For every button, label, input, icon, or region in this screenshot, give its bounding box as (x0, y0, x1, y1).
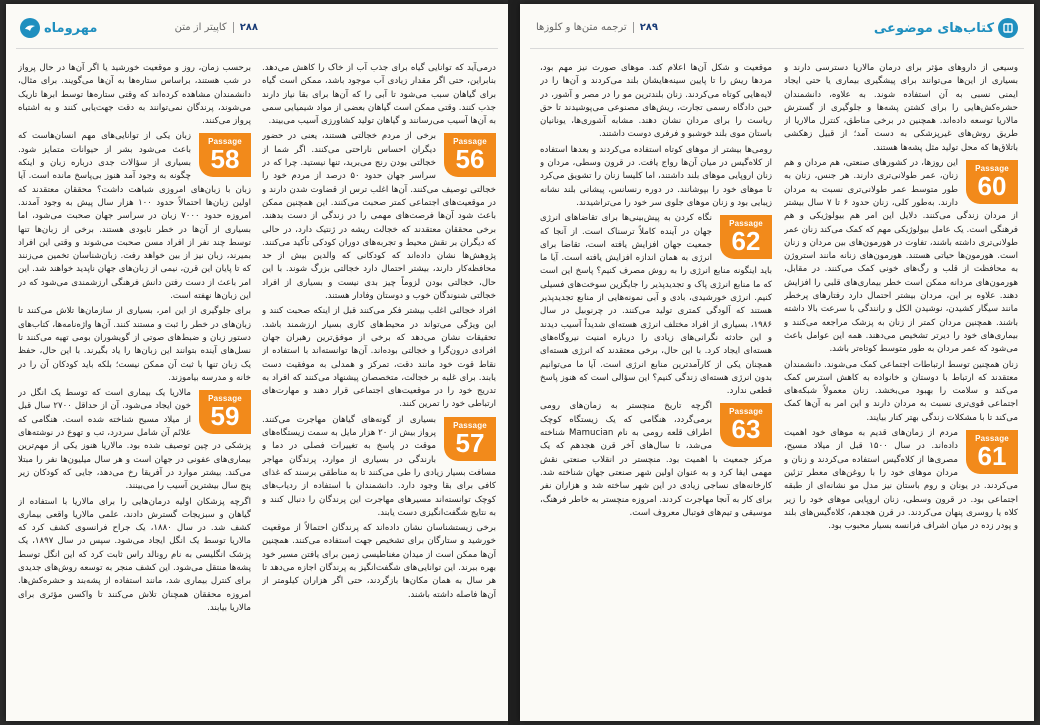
passage-badge-63 (720, 403, 772, 447)
header-rule (530, 48, 1024, 49)
passage-number: 61 (977, 441, 1007, 472)
paragraph: برخی زیستشناسان نشان داده‌اند که پرندگان احتمالاً از موقعیت خورشید و ستارگان برای تشخیص جهت استفاده می‌کنند. همچنین آن‌ها ممکن است از میدان مغناطیسی زمین برای یافتن مسیر خود بهره ببرند. این توانایی‌های شگفت‌انگیز به پرندگان اجازه می‌دهد تا هر سال به همان مکان‌ها بازگردند، حتی اگر هزاران کیلومتر از آن‌ها فاصله داشته باشند. (262, 523, 496, 600)
page-number: ۲۸۸ (239, 22, 258, 33)
passage-label: Passage (729, 407, 763, 417)
divider (633, 22, 634, 33)
page-number: ۲۸۹ (639, 22, 658, 33)
left-column-inner (262, 62, 496, 712)
right-page-header (520, 4, 1034, 50)
passage-number: 57 (455, 427, 485, 458)
divider (233, 22, 234, 33)
passage-label: Passage (975, 164, 1009, 174)
section-title: کاپیتر از متن (174, 22, 227, 33)
passage-badge-59 (199, 390, 251, 434)
logo-text: کتاب‌های موضوعی (873, 20, 994, 36)
passage-badge-58 (199, 133, 251, 177)
paragraph: وسیعی از داروهای مؤثر برای درمان مالاریا دسترسی دارند و بسیاری از این‌ها می‌توانند برای پیشگیری بیماری یا حتی ایجاد ایمنی نسبی به آن استفاده شوند. به علاوه، دانشمندان حشره‌کش‌هایی را برای کشتن پشه‌ها و جلوگیری از گسترش مالاریا توسعه داده‌اند. همچنین در برخی مناطق، کنترل مالاریا از طریق روش‌های غیرپزشکی به دست آمد؛ از قبیل زهکشی باتلاق‌ها که محل تولید مثل پشه‌ها هستند. (784, 63, 1018, 153)
passage-number: 58 (210, 144, 240, 175)
left-page-header (6, 4, 508, 50)
passage-label: Passage (729, 219, 763, 229)
passage-number: 56 (455, 144, 485, 175)
paragraph: زبان یکی از توانایی‌های مهم انسان‌هاست که باعث می‌شود بشر از حیوانات متمایز شود. بسیاری از سؤالات جدی درباره زبان و اینکه چگونه به وجود آمد هنوز بی‌پاسخ مانده است. آیا زبان با زبان‌های امروزی شباهت داشت؟ محققان معتقدند که اولین زبان‌ها احتمالاً حدود ۱۰۰ هزار سال پیش به وجود آمدند. امروزه حدود ۷۰۰۰ زبان در سراسر جهان صحبت می‌شود، اما بسیاری از آن‌ها در خطر نابودی هستند. برخی از زبان‌ها تنها توسط چند نفر از افراد مسن صحبت می‌شوند و وقتی این افراد بمیرند، زبان نیز از بین خواهد رفت. زبان‌شناسان تخمین می‌زنند که تا پایان این قرن، نیمی از زبان‌های جهان ناپدید خواهند شد. این امر باعث از دست رفتن دانش فرهنگی ارزشمندی می‌شود که در این زبان‌ها نهفته است. (18, 131, 251, 302)
paragraph: زنان همچنین توسط ارتباطات اجتماعی کمک می‌شوند. دانشمندان معتقدند که ارتباط با دوستان و خانواده به کاهش استرس کمک می‌کند و سلامت را بهبود می‌بخشد. زنان معمولاً شبکه‌های اجتماعی قوی‌تری نسبت به مردان دارند و این امر به آن‌ها کمک می‌کند تا با مشکلات زندگی بهتر کنار بیایند. (784, 359, 1018, 423)
right-column-outer (784, 62, 1018, 712)
paragraph: مردم از زمان‌های قدیم به موهای خود اهمیت داده‌اند. در سال ۱۵۰۰ قبل از میلاد مسیح، مصری‌ها از کلاه‌گیس استفاده می‌کردند و زنان و مردان موهای خود را با روغن‌های معطر تزئین می‌کردند. در یونان و روم باستان نیز مدل مو نشانه‌ای از طبقه اجتماعی بود. در قرون وسطی، زنان اروپایی موهای خود را زیر کلاه یا روسری پنهان می‌کردند. در قرن هجدهم، کلاه‌گیس‌های بلند و پودر زده در میان اشراف فرانسه بسیار محبوب بود. (784, 428, 1018, 532)
paragraph: برای جلوگیری از این امر، بسیاری از سازمان‌ها تلاش می‌کنند تا زبان‌های در خطر را ثبت و مستند کنند. آن‌ها واژه‌نامه‌ها، کتاب‌های دستور زبان و ضبط‌های صوتی از گویشوران بومی تهیه می‌کنند تا نسل‌های آینده بتوانند این زبان‌ها را یاد بگیرند. با این حال، حفظ یک زبان تنها با ثبت آن ممکن نیست؛ بلکه باید کودکان آن را در خانه و مدرسه بیاموزند. (18, 306, 251, 383)
passage-number: 60 (977, 171, 1007, 202)
paragraph: بسیاری از گونه‌های گیاهان مهاجرت می‌کنند. پرواز بیش از ۲۰ هزار مایل به سمت زیستگاه‌های موقت در پاسخ به تغییرات فصلی در دما و بارندگی در بسیاری از موارد، پرندگان مهاجر مسافت بسیار زیادی را طی می‌کنند تا به مناطقی برسند که غذای کافی برای بقا وجود دارد. دانشمندان با استفاده از ردیاب‌های کوچک توانسته‌اند مسیرهای مهاجرت این پرندگان را دنبال کنند و به نتایج شگفت‌انگیزی دست یابند. (262, 414, 496, 518)
paragraph: این روزها، در کشورهای صنعتی، هم مردان و هم زنان، عمر طولانی‌تری دارند. هر جنس، زنان به طور متوسط عمر طولانی‌تری نسبت به مردان دارند. به‌طور کلی، زنان حدود ۶ تا ۷ سال بیشتر از مردان زندگی می‌کنند. دلایل این امر هم بیولوژیکی و هم فرهنگی است. یک عامل بیولوژیکی مهم که کمک می‌کند زنان عمر طولانی‌تری داشته باشند، تفاوت در هورمون‌های بین مردان و زنان است. هورمون‌ها حیاتی هستند. هورمون‌های زنانه مانند استروژن به محافظت از قلب و رگ‌های خونی کمک می‌کنند. در مقابل، هورمون‌های مردانه ممکن است خطر بیماری‌های قلبی را افزایش دهند. علاوه بر این، مردان بیشتر احتمال دارد رفتارهای پرخطر مانند سیگار کشیدن، نوشیدن الکل و رانندگی با سرعت بالا داشته باشند. همچنین مردان کمتر از زنان به پزشک مراجعه می‌کنند و بیماری‌های خود را دیرتر تشخیص می‌دهند. همه این عوامل باعث می‌شود که عمر مردان به طور متوسط کوتاه‌تر باشد. (784, 158, 1018, 355)
paragraph: مالاریا یک بیماری است که توسط یک انگل در خون ایجاد می‌شود. آن از حداقل ۲۷۰۰ سال قبل از میلاد مسیح شناخته شده است. هنگامی که علائم آن شامل سردرد، تب و تهوع در نوشته‌های پزشکی در چین توصیف شده بود. مالاریا هنوز یکی از مهم‌ترین بیماری‌های عفونی در جهان است و هر سال میلیون‌ها نفر را مبتلا می‌کند. بیشتر موارد در آفریقا رخ می‌دهد، جایی که کودکان زیر پنج سال بیشترین آسیب را می‌بینند. (18, 388, 251, 492)
passage-badge-56 (444, 133, 496, 177)
publisher-logo (874, 18, 1018, 38)
passage-number: 59 (210, 401, 240, 432)
passage-badge-57 (444, 417, 496, 461)
passage-number: 63 (731, 414, 761, 445)
book-icon (998, 18, 1018, 38)
right-page-info (536, 22, 658, 33)
paragraph: نگاه کردن به پیش‌بینی‌ها برای تقاضاهای انرژی جهان در آینده کاملاً ترسناک است. از آنجا که جمعیت جهان افزایش یافته است، تقاضا برای انرژی به همان اندازه افزایش یافته است. آیا ما باید اینگونه منابع انرژی را به روش مصرف کنیم؟ پاسخ این است که ما منابع انرژی پاک و تجدیدپذیر را جایگزین سوخت‌های فسیلی کنیم. انرژی خورشیدی، بادی و آبی نمونه‌هایی از منابع تجدیدپذیر هستند که آلودگی کمتری تولید می‌کنند. در چرنوبیل در سال ۱۹۸۶، بسیاری از افراد مختلف انرژی هسته‌ای شدیداً آسیب دیدند و این حادثه نگرانی‌های زیادی را درباره امنیت نیروگاه‌های هسته‌ای ایجاد کرد. با این حال، برخی معتقدند که انرژی هسته‌ای همچنان یکی از کارآمدترین منابع انرژی است. آیا ما می‌توانیم بدون انرژی هسته‌ای زندگی کنیم؟ این سؤالی است که هنوز پاسخ قطعی ندارد. (540, 213, 772, 397)
passage-label: Passage (208, 394, 242, 404)
passage-badge-62 (720, 215, 772, 259)
paragraph: اگرچه پزشکان اولیه درمان‌هایی را برای مالاریا با استفاده از گیاهان و سبزیجات گسترش دادند، علمی مالاریا واقعی بیماری کشف شد. در سال ۱۸۸۰، یک جراح فرانسوی کشف کرد که مالاریا توسط یک انگل ایجاد می‌شود. سپس در سال ۱۸۹۷، یک پزشک انگلیسی به نام رونالد راس ثابت کرد که این انگل توسط پشه‌ها منتقل می‌شود. این کشف منجر به توسعه روش‌های جدیدی برای کنترل بیماری شد، مانند استفاده از پشه‌بند و حشره‌کش‌ها. امروزه محققان همچنان تلاش می‌کنند تا واکسن مؤثری برای مالاریا بیابند. (18, 496, 251, 613)
paragraph: برخی از مردم خجالتی هستند، یعنی در حضور دیگران احساس ناراحتی می‌کنند. اگر شما از خجالتی بودن رنج می‌برید، تنها نیستید. چرا که در سراسر جهان حدود ۵۰ درصد از مردم خود را خجالتی توصیف می‌کنند. آن‌ها اغلب ترس از قضاوت شدن دارند و در موقعیت‌های اجتماعی کمتر صحبت می‌کنند. این همچنین ممکن باعث شود آن‌ها فرصت‌های مهمی را در زندگی از دست بدهند. برخی محققان معتقدند که خجالت ریشه در ژنتیک دارد، در حالی که دیگران بر نقش محیط و تجربه‌های دوران کودکی تأکید می‌کنند. پژوهش‌ها نشان داده‌اند که کودکانی که والدین بیش از حد محافظه‌کار دارند، بیشتر احتمال دارد خجالتی بزرگ شوند. با این حال، خجالتی بودن لزوماً چیز بدی نیست و بسیاری از افراد خجالتی شنوندگان خوب و دوستان وفادار هستند. (262, 131, 496, 302)
passage-label: Passage (453, 137, 487, 147)
paragraph: رومی‌ها بیشتر از موهای کوتاه استفاده می‌کردند و بعدها استفاده از کلاه‌گیس در میان آن‌ها رواج یافت. در قرون وسطی، مردان و زنان اروپایی موهای بلند داشتند، اما کلیسا زنان را تشویق می‌کرد تا موهای خود را بپوشانند. در دوره رنسانس، پیشانی بلند نشانه زیبایی بود و زنان موهای جلوی سر خود را می‌تراشیدند. (540, 144, 772, 208)
publisher-logo (20, 18, 97, 38)
section-title: ترجمه متن‌ها و کلوزها (536, 22, 627, 33)
passage-label: Passage (208, 137, 242, 147)
left-page (6, 4, 508, 721)
left-column-outer (18, 62, 251, 712)
bird-icon (20, 18, 40, 38)
passage-label: Passage (453, 420, 487, 430)
passage-number: 62 (731, 226, 761, 257)
paragraph: موقعیت و شکل آن‌ها اعلام کند. موهای صورت نیز مهم بود، مردها ریش را تا پایین سینه‌هایشان بلند می‌کردند و آن‌ها را در لایه‌هایی کوتاه می‌کردند. زنان بلندترین مو را در مصر و آشور، در حین دادگاه رسمی تجارت، ریش‌های مصنوعی می‌پوشیدند تا حق ریاست را برای مردان نشان دهند. مشابه آشوری‌ها، یونانیان باستان موی بلند خوشبو و فرفری دوست داشتند. (540, 63, 772, 140)
right-page (520, 4, 1034, 721)
passage-badge-60 (966, 160, 1018, 204)
right-column-inner (540, 62, 772, 712)
header-rule (16, 48, 498, 49)
passage-label: Passage (975, 434, 1009, 444)
paragraph: درمی‌آید که توانایی گیاه برای جذب آب از خاک را کاهش می‌دهد. بنابراین، حتی اگر مقدار زیادی آب موجود باشد، ممکن است گیاه برای گیاهان سبب می‌شود تا آبی را که آن‌ها برای بقا نیاز دارند جذب کنند. وقتی ممکن است گیاهان بعضی از مواد شیمیایی سمی به آن‌ها آسیب می‌رسانند و گیاهان تولید کشاورزی آسیب می‌بیند. (262, 63, 496, 127)
left-page-info (175, 22, 258, 33)
paragraph: برحسب زمان، روز و موقعیت خورشید یا اگر آن‌ها در حال پرواز در شب هستند، براساس ستاره‌ها به آن‌ها می‌گویند. برای مثال، دانشمندان مشاهده کرده‌اند که وقتی ستاره‌ها توسط ابرها تاریک می‌شوند، پرندگان نمی‌توانند به دقت جهت‌یابی کنند و به اشتباه پرواز می‌کنند. (18, 63, 251, 127)
passage-badge-61 (966, 430, 1018, 474)
logo-text: مهروماه (44, 20, 98, 36)
book-gutter (508, 0, 520, 725)
paragraph: افراد خجالتی اغلب بیشتر فکر می‌کنند قبل از اینکه صحبت کنند و این ویژگی می‌تواند در محیط‌های کاری بسیار ارزشمند باشد. تحقیقات نشان می‌دهد که برخی از موفق‌ترین رهبران جهان افرادی درون‌گرا و خجالتی بوده‌اند. آن‌ها توانسته‌اند با استفاده از نقاط قوت خود مانند دقت، تمرکز و همدلی به موفقیت دست یابند. برای غلبه بر خجالت، متخصصان پیشنهاد می‌کنند که افراد به تدریج خود را در موقعیت‌های اجتماعی قرار دهند و مهارت‌های ارتباطی خود را تمرین کنند. (262, 306, 496, 410)
paragraph: اگرچه تاریخ منچستر به زمان‌های رومی برمی‌گردد، هنگامی که یک زیستگاه کوچک اطراف قلعه رومی به نام Mamucian شناخته می‌شد، تا سال‌های آخر قرن هجدهم که یک مرکز جمعیت با اهمیت بود. منچستر در انقلاب صنعتی نقش مهمی ایفا کرد و به عنوان اولین شهر صنعتی جهان شناخته شد. کارخانه‌های نساجی زیادی در این شهر ساخته شد و هزاران نفر برای کار به آنجا مهاجرت کردند. امروزه منچستر به خاطر فرهنگ، موسیقی و تیم‌های فوتبال معروف است. (540, 401, 772, 518)
